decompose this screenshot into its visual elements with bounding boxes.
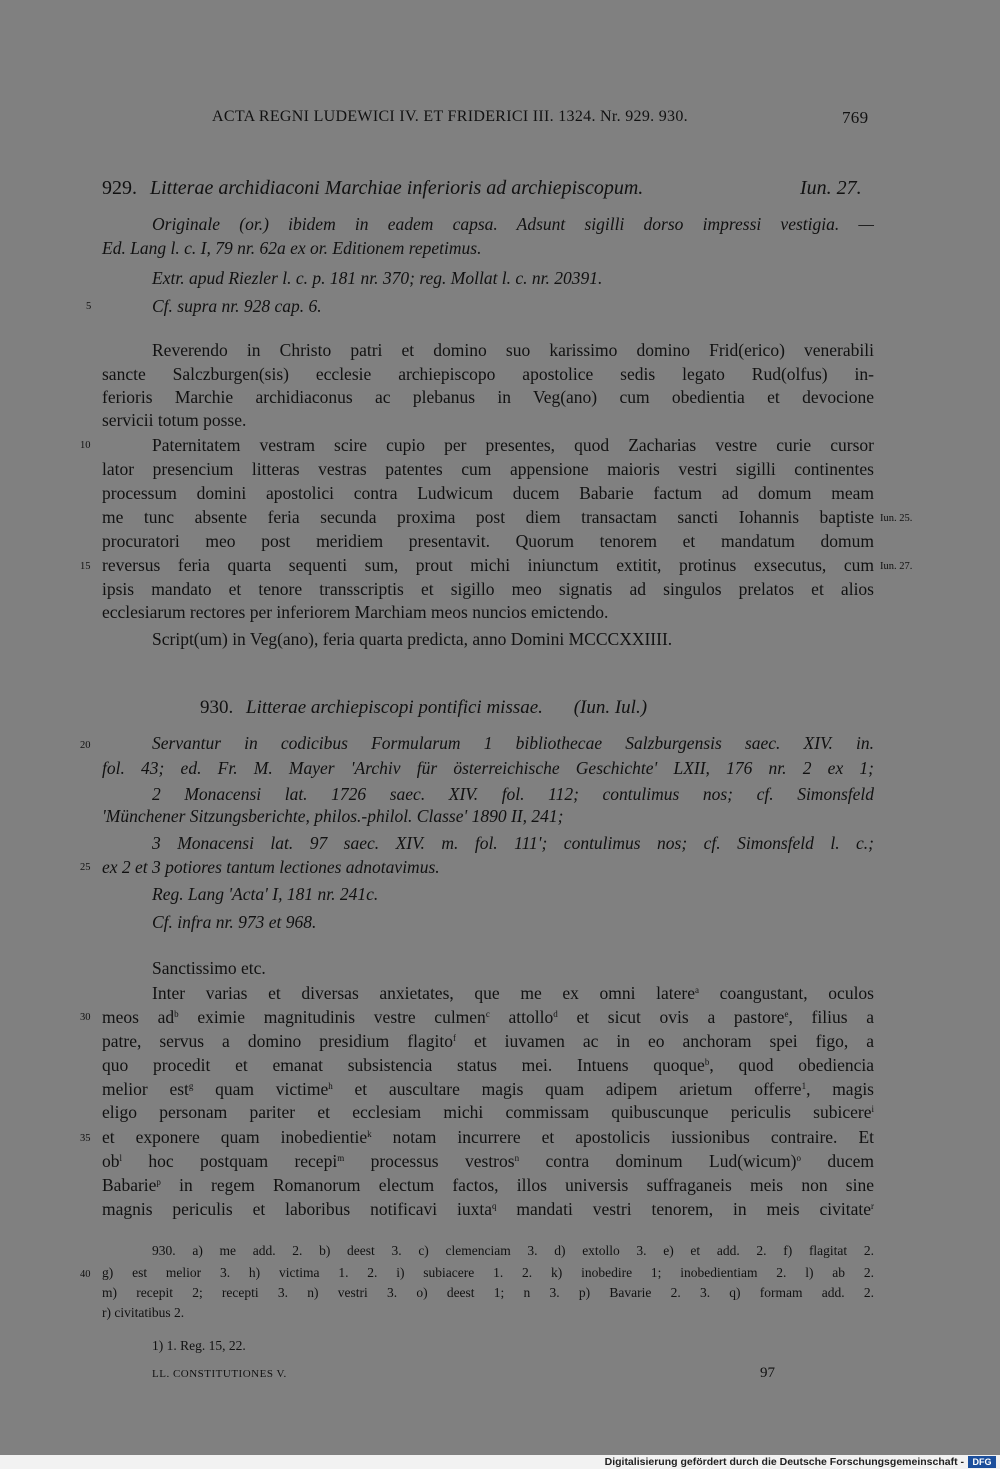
margin-date: Iun. 27.: [880, 561, 913, 572]
doc929-line: procuratori meo post meridiem presentavit. Quorum tenorem et mandatum domum: [102, 531, 874, 551]
doc930-number: 930.: [200, 697, 234, 718]
doc930-note: fol. 43; ed. Fr. M. Mayer 'Archiv für österreichische Geschichte' LXII, 176 nr. 2 ex 1;: [102, 758, 874, 778]
doc929-line: me tunc absente feria secunda proxima post diem transactam sancti Iohannis baptiste: [102, 507, 874, 527]
doc929-line: ecclesiarum rectores per inferiorem Marchiam meos nuncios emictendo.: [102, 602, 609, 622]
line-number: 40: [80, 1269, 91, 1280]
doc930-note: Cf. infra nr. 973 et 968.: [152, 912, 317, 932]
doc929-line: reversus feria quarta sequenti sum, prout michi iniunctum extitit, protinus exsecutus, cum: [102, 555, 874, 575]
doc929-line: servicii totum posse.: [102, 410, 247, 430]
doc930-note: 3 Monacensi lat. 97 saec. XIV. m. fol. 111'; contulimus nos; cf. Simonsfeld l. c.;: [152, 833, 874, 853]
doc929-title: Litterae archidiaconi Marchiae inferioris ad archiepiscopum.: [150, 177, 644, 199]
line-number: 15: [80, 561, 91, 572]
doc929-line: ipsis mandato et tenore transscriptis et sigillo meo signatis ad singulos prelatos et alios: [102, 579, 874, 599]
line-number: 35: [80, 1133, 91, 1144]
credit-text: Digitalisierung gefördert durch die Deutsche Forschungsgemeinschaft -: [604, 1456, 964, 1468]
doc930-line: melior est$^g$ quam victime$^h$ et auscultare magis quam adipem arietum offerre$^1$, magis: [102, 1079, 874, 1099]
doc929-line: Script(um) in Veg(ano), feria quarta predicta, anno Domini MCCCXXIIII.: [152, 629, 673, 649]
doc930-line: eligo personam pariter et ecclesiam michi commissam quibuscunque periculis subicere$^i$: [102, 1102, 874, 1122]
doc929-line: processum domini apostolici contra Ludwicum ducem Babarie factum ad domum meam: [102, 483, 874, 503]
doc930-line: Inter varias et diversas anxietates, que me ex omni latere$^a$ coangustant, oculos: [152, 983, 874, 1003]
doc930-note: Reg. Lang 'Acta' I, 181 nr. 241c.: [152, 884, 379, 904]
doc929-date: Iun. 27.: [800, 177, 862, 199]
line-number: 5: [86, 301, 92, 312]
doc930-note: 'Münchener Sitzungsberichte, philos.-philol. Classe' 1890 II, 241;: [102, 806, 564, 826]
doc930-note: 2 Monacensi lat. 1726 saec. XIV. fol. 112; contulimus nos; cf. Simonsfeld: [152, 784, 874, 804]
doc929-heading: [102, 177, 643, 200]
footnote-variants: g) est melior 3. h) victima 1. 2. i) subiacere 1. 2. k) inobedire 1; inobedientiam 2. l) ab 2.: [102, 1265, 874, 1280]
doc930-title: Litterae archiepiscopi pontifici missae.: [246, 697, 543, 718]
doc930-line: patre, servus a domino presidium flagito$^f$ et iuvamen ac in eo anchoram spei figo, a: [102, 1031, 874, 1051]
margin-date: Iun. 25.: [880, 513, 913, 524]
doc929-line: Reverendo in Christo patri et domino suo karissimo domino Frid(erico) venerabili: [152, 340, 874, 360]
doc930-line: quo procedit et emanat subsistencia status mei. Intuens quoque$^b$, quod obediencia: [102, 1055, 874, 1075]
doc929-note: Cf. supra nr. 928 cap. 6.: [152, 296, 322, 316]
doc930-heading: [200, 697, 647, 719]
line-number: 10: [80, 440, 91, 451]
line-number: 25: [80, 862, 91, 873]
doc930-date: (Iun. Iul.): [573, 697, 648, 718]
doc929-note: Extr. apud Riezler l. c. p. 181 nr. 370; reg. Mollat l. c. nr. 20391.: [152, 268, 603, 288]
doc929-number: 929.: [102, 177, 137, 199]
doc930-line: $ob^l$ hoc postquam recepi$^m$ processus vestros$^n$ contra dominum Lud(wicum)$^o$ ducem: [102, 1151, 875, 1171]
line-number: 20: [80, 740, 91, 751]
page-number: 769: [842, 108, 869, 127]
doc929-line: lator presencium litteras vestras patentes cum appensione maioris vestri sigilli continentes: [102, 459, 874, 479]
footer-signature: 97: [760, 1365, 775, 1381]
doc930-line: et exponere quam inobedientie$^k$ notam incurrere et apostolicis iussionibus contraire. Et: [102, 1127, 874, 1147]
doc929-note: Ed. Lang l. c. I, 79 nr. 62a ex or. Editionem repetimus.: [102, 238, 482, 258]
doc930-line: magnis periculis et laboribus notificavi iuxta$^q$ mandati vestri tenorem, in meis civitate$^r$: [102, 1199, 874, 1219]
footnote-variants: m) recepit 2; recepti 3. n) vestri 3. o) deest 1; n 3. p) Bavarie 2. 3. q) formam add. 2.: [102, 1285, 874, 1300]
doc930-note: Servantur in codicibus Formularum 1 bibliothecae Salzburgensis saec. XIV. in.: [152, 733, 874, 753]
footnote-variants: r) civitatibus 2.: [102, 1305, 185, 1320]
footer-collection: LL. CONSTITUTIONES V.: [152, 1368, 287, 1380]
doc930-salutation: Sanctissimo etc.: [152, 958, 266, 978]
doc930-line: Babarie$^p$ in regem Romanorum electum factos, illos universis suffraganeis meis non sine: [102, 1175, 874, 1195]
doc930-line: meos $ad^b$ eximie magnitudinis vestre culmen$^c$ attollo$^d$ et sicut ovis a pastore$^e$, filius a: [102, 1007, 874, 1027]
doc929-line: sancte Salczburgen(sis) ecclesie archiepiscopo apostolice sedis legato Rud(olfus) in-: [102, 364, 874, 384]
dfg-logo: DFG: [968, 1456, 996, 1468]
doc930-note: ex 2 et 3 potiores tantum lectiones adnotavimus.: [102, 857, 440, 877]
doc929-line: Paternitatem vestram scire cupio per presentes, quod Zacharias vestre curie cursor: [152, 435, 874, 455]
doc929-note: Originale (or.) ibidem in eadem capsa. Adsunt sigilli dorso impressi vestigia. —: [152, 214, 874, 234]
doc929-line: ferioris Marchie archidiaconus ac plebanus in Veg(ano) cum obedientia et devocione: [102, 387, 874, 407]
running-title: ACTA REGNI LUDEWICI IV. ET FRIDERICI III. 1324. Nr. 929. 930.: [212, 108, 688, 125]
line-number: 30: [80, 1012, 91, 1023]
footnote-source: 1) 1. Reg. 15, 22.: [152, 1338, 246, 1353]
footnote-variants: 930. a) me add. 2. b) deest 3. c) clemenciam 3. d) extollo 3. e) et add. 2. f) flagitat 2.: [152, 1243, 874, 1258]
